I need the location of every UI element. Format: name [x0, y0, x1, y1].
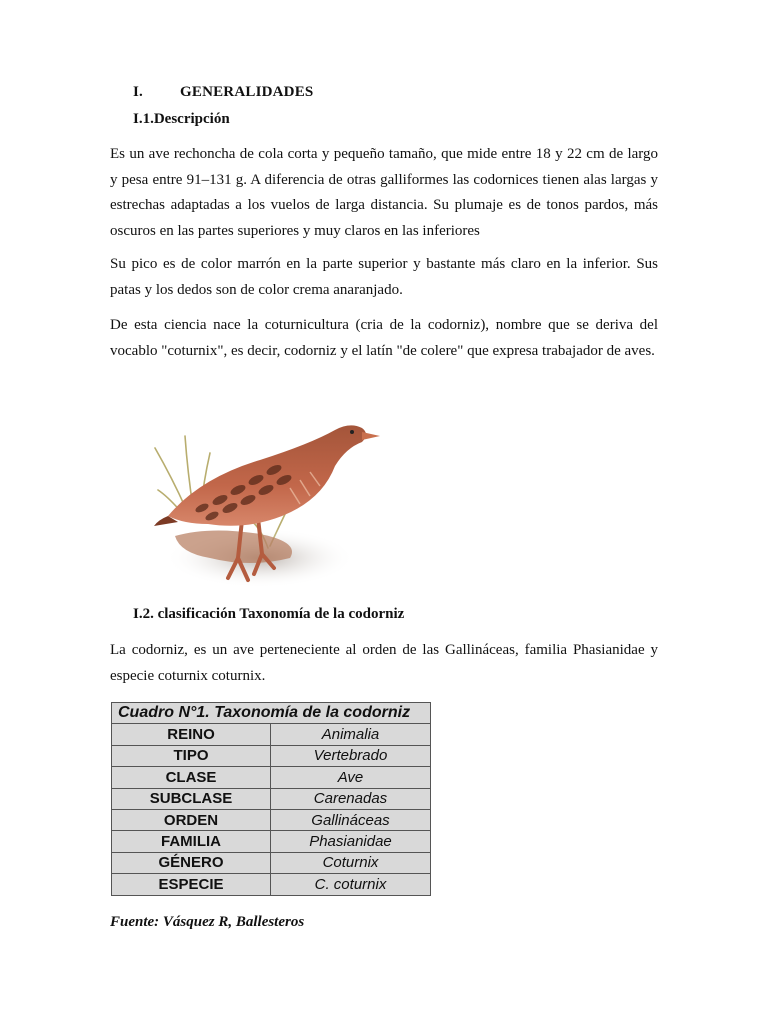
taxon-value: Coturnix — [271, 852, 431, 873]
subsection-number: I.1. — [133, 111, 154, 127]
subsection-number: I.2. — [133, 606, 154, 622]
taxon-rank: CLASE — [112, 767, 271, 788]
paragraph-beak: Su pico es de color marrón en la parte superior y bastante más claro en la inferior. Sus patas y los dedos son de color crema anaranjado. — [110, 256, 658, 298]
section-number: I. — [133, 84, 143, 100]
paragraph-coturnicultura: De esta ciencia nace la coturnicultura (cria de la codorniz), nombre que se deriva del vocablo "coturnix", es decir, codorniz y el latín "de colere" que expresa trabajador de aves. — [110, 317, 658, 359]
table-row — [112, 809, 431, 830]
table-body — [112, 724, 431, 895]
table-row — [112, 788, 431, 809]
table-caption-row — [112, 703, 431, 724]
table-row — [112, 831, 431, 852]
taxon-value: Animalia — [271, 724, 431, 745]
subsection-heading-classification — [133, 606, 404, 623]
table-row — [112, 767, 431, 788]
paragraph-classification: La codorniz, es un ave perteneciente al orden de las Gallináceas, familia Phasianidae y especie coturnix coturnix. — [110, 642, 658, 684]
subsection-heading-description — [133, 111, 230, 128]
paragraph-description: Es un ave rechoncha de cola corta y pequeño tamaño, que mide entre 18 y 22 cm de largo y pesa entre 91–131 g. A diferencia de otras galliformes las codornices tienen alas largas y estrechas adaptadas a los vuelos de larga distancia. Su plumaje es de tonos pardos, más oscuros en las partes superiores y muy claros en las inferiores — [110, 146, 658, 239]
taxon-rank: GÉNERO — [112, 852, 271, 873]
table-row — [112, 745, 431, 766]
taxon-rank: FAMILIA — [112, 831, 271, 852]
quail-bird-illustration — [150, 408, 390, 594]
section-title: GENERALIDADES — [180, 84, 314, 100]
taxon-value: Ave — [271, 767, 431, 788]
taxon-rank: ESPECIE — [112, 874, 271, 895]
taxon-rank: REINO — [112, 724, 271, 745]
taxon-value: Phasianidae — [271, 831, 431, 852]
taxon-value: Carenadas — [271, 788, 431, 809]
table-row — [112, 874, 431, 895]
taxon-value: Gallináceas — [271, 809, 431, 830]
table-row — [112, 852, 431, 873]
taxon-value: C. coturnix — [271, 874, 431, 895]
taxon-rank: ORDEN — [112, 809, 271, 830]
subsection-title: Descripción — [153, 111, 230, 127]
source-note: Fuente: Vásquez R, Ballesteros — [110, 914, 305, 930]
table-row — [112, 724, 431, 745]
subsection-title: clasificación Taxonomía de la codorniz — [157, 606, 405, 622]
taxonomy-table — [111, 702, 431, 896]
section-heading — [133, 84, 313, 101]
taxon-rank: TIPO — [112, 745, 271, 766]
table-caption: Cuadro N°1. Taxonomía de la codorniz — [112, 703, 431, 724]
taxon-rank: SUBCLASE — [112, 788, 271, 809]
taxon-value: Vertebrado — [271, 745, 431, 766]
